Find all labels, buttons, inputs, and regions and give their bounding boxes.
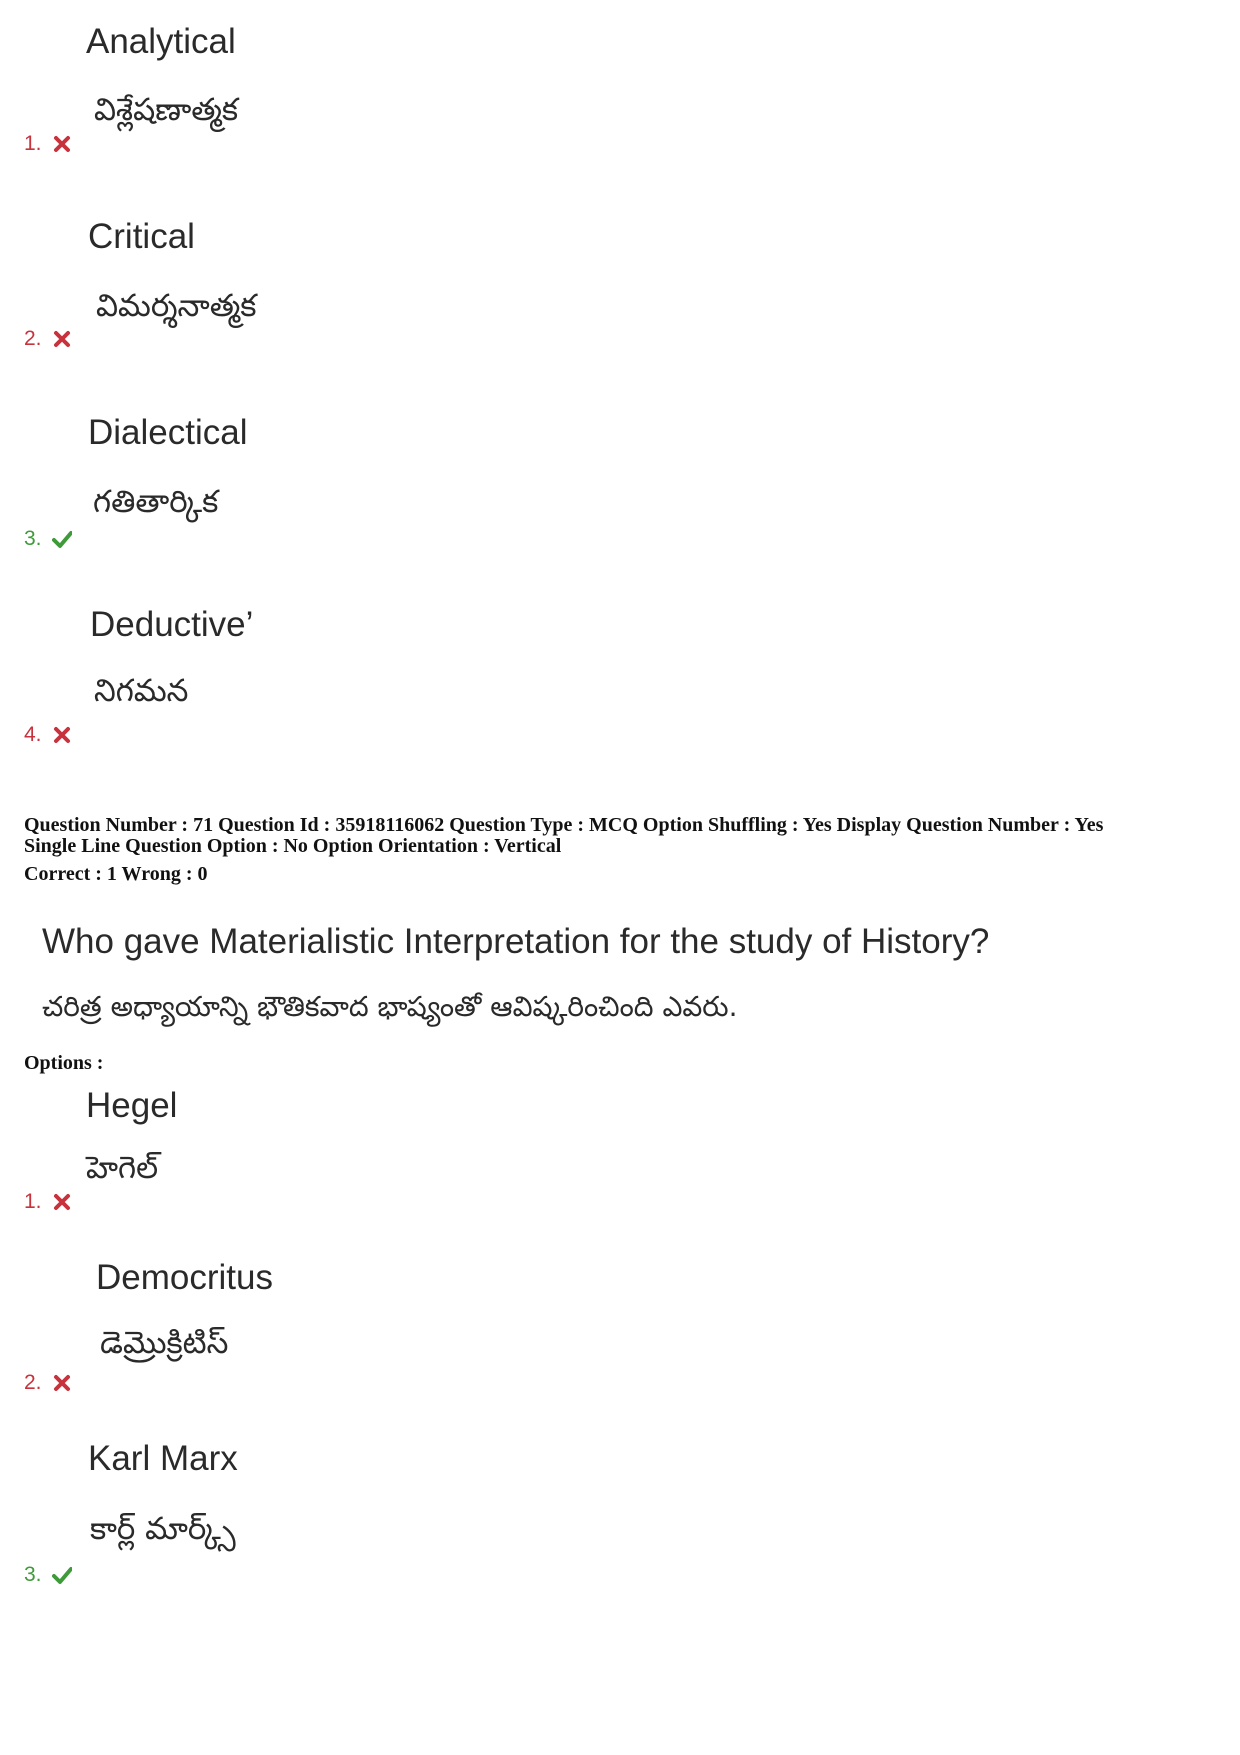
option-1-english: Hegel: [86, 1086, 178, 1125]
prev-option-1-marker: [24, 132, 72, 156]
cross-icon: [52, 725, 72, 745]
cross-icon: [52, 1373, 72, 1393]
options-label: Options :: [24, 1052, 104, 1074]
question-meta-line2: Single Line Question Option : No Option Orientation : Vertical: [24, 835, 562, 857]
prev-option-2-marker: [24, 327, 72, 351]
prev-option-4-marker: [24, 723, 72, 747]
cross-icon: [52, 1192, 72, 1212]
prev-option-3-telugu: గతితార్కిక: [93, 484, 219, 520]
option-2-english: Democritus: [96, 1258, 273, 1297]
prev-option-4-telugu: నిగమన: [94, 673, 189, 709]
question-text-english: Who gave Materialistic Interpretation for the study of History?: [42, 922, 990, 961]
question-text-telugu: చరిత్ర అధ్యాయాన్ని భౌతికవాద భాష్యంతో ఆవిష్కరించింది ఎవరు.: [42, 990, 738, 1023]
option-2-number: 2.: [24, 1371, 42, 1394]
prev-option-2-telugu: విమర్శనాత్మక: [96, 288, 257, 324]
prev-option-4-english: Deductive’: [90, 605, 254, 644]
question-meta-line1: Question Number : 71 Question Id : 35918116062 Question Type : MCQ Option Shuffling : Yes Display Question Number : Yes: [24, 814, 1104, 836]
option-2-telugu: డెమ్రొక్రిటిస్: [100, 1325, 229, 1361]
option-1-marker: [24, 1190, 72, 1214]
prev-option-4-number: 4.: [24, 723, 42, 746]
check-icon: [52, 529, 72, 549]
option-2-marker: [24, 1371, 72, 1395]
option-3-telugu: కార్ల్ మార్క్స్: [90, 1511, 236, 1547]
prev-option-3-number: 3.: [24, 527, 42, 550]
prev-option-3-marker: [24, 527, 72, 551]
prev-option-3-english: Dialectical: [88, 413, 248, 452]
option-1-number: 1.: [24, 1190, 42, 1213]
option-3-marker: [24, 1563, 72, 1587]
option-1-telugu: హెగెల్: [86, 1150, 159, 1186]
cross-icon: [52, 134, 72, 154]
prev-option-2-number: 2.: [24, 327, 42, 350]
prev-option-1-number: 1.: [24, 132, 42, 155]
prev-option-1-english: Analytical: [86, 22, 236, 61]
option-3-number: 3.: [24, 1563, 42, 1586]
cross-icon: [52, 329, 72, 349]
prev-option-2-english: Critical: [88, 217, 195, 256]
check-icon: [52, 1565, 72, 1585]
question-meta-line3: Correct : 1 Wrong : 0: [24, 863, 208, 885]
prev-option-1-telugu: విశ్లేషణాత్మక: [94, 92, 239, 128]
option-3-english: Karl Marx: [88, 1439, 238, 1478]
